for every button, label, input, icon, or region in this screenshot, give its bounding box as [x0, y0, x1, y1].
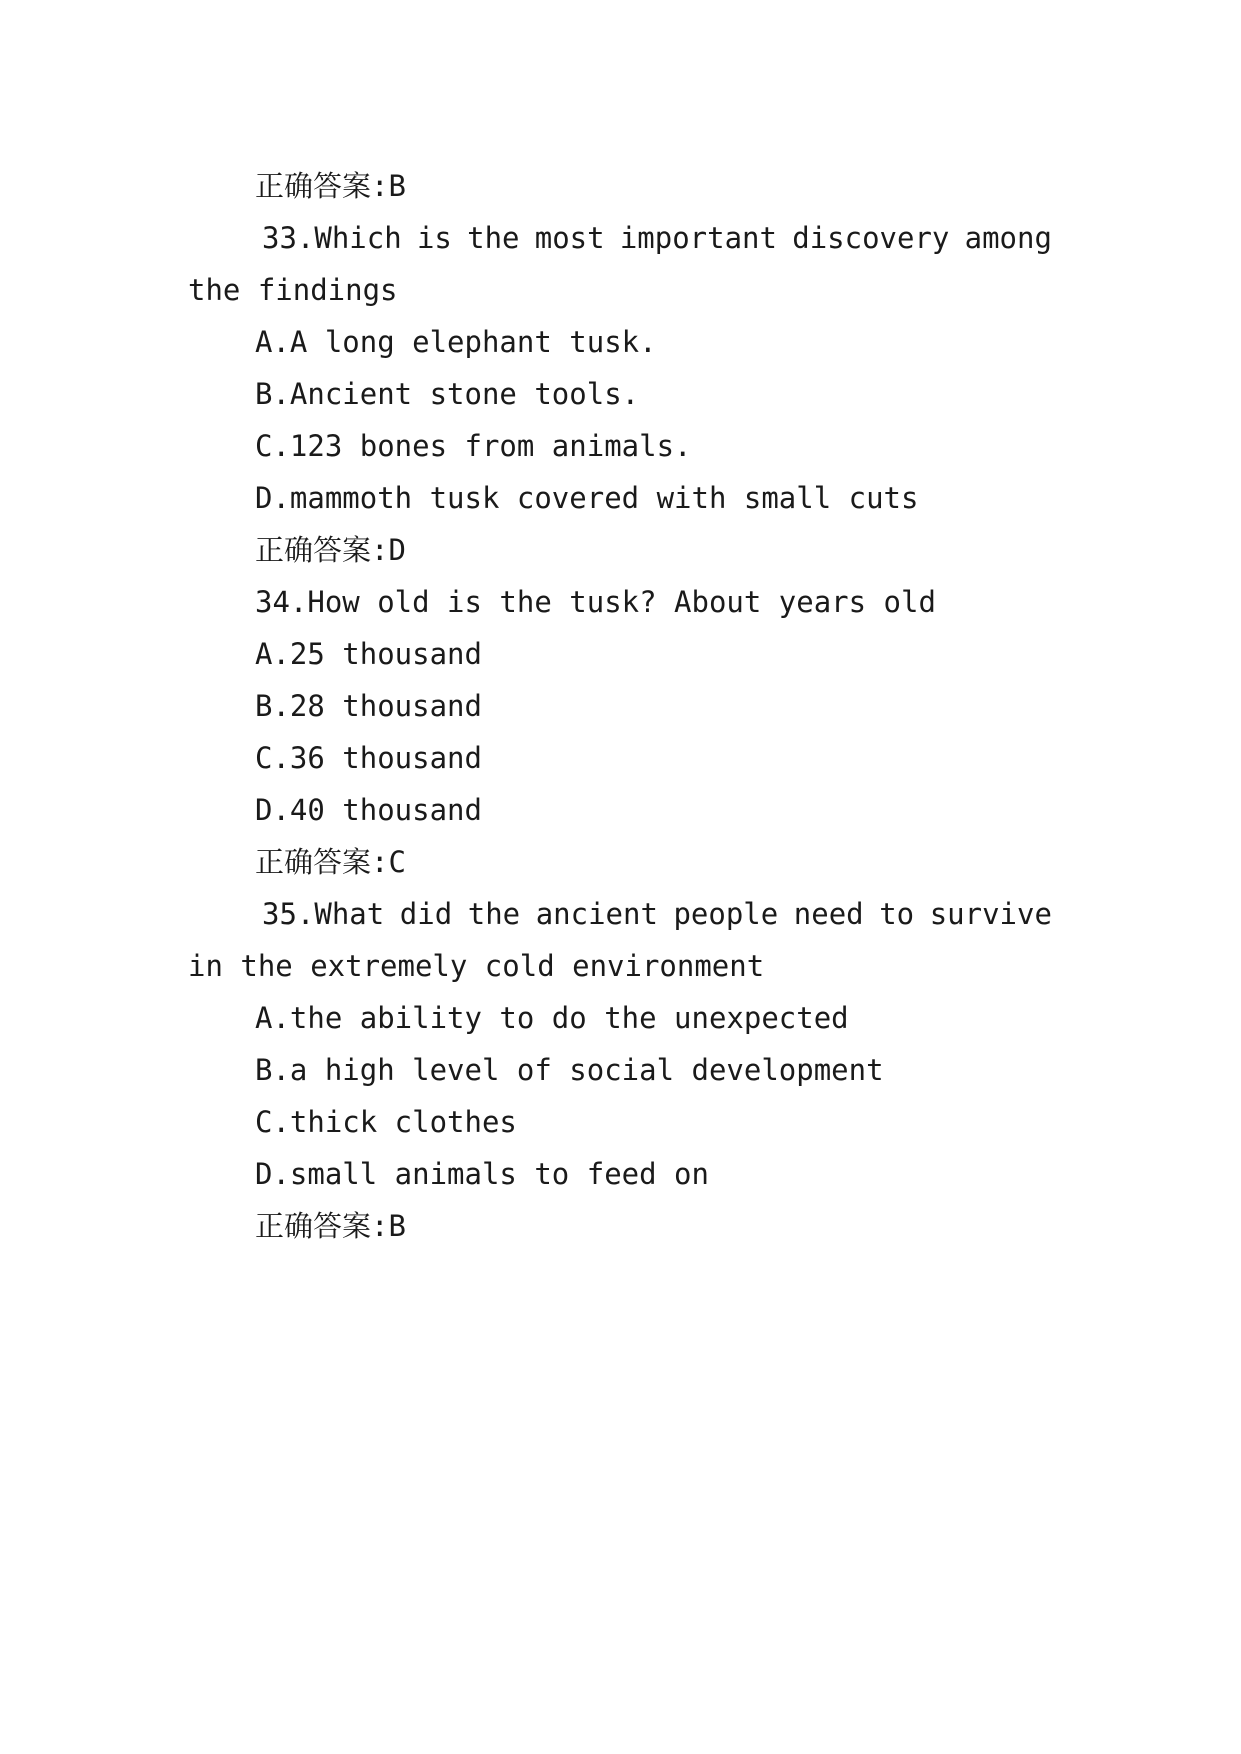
q35-word: ancient	[535, 897, 658, 931]
q35-option-a: A.the ability to do the unexpected	[255, 1001, 849, 1035]
q35-word: to	[879, 897, 915, 931]
q35-option-d: D.small animals to feed on	[255, 1157, 709, 1191]
q35-word: survive	[929, 897, 1052, 931]
q34-option-a: A.25 thousand	[255, 637, 482, 671]
q33-word: 33.Which	[262, 221, 402, 255]
q33-answer: 正确答案:D	[255, 533, 406, 567]
q35-answer: 正确答案:B	[255, 1209, 406, 1243]
q33-word: is	[416, 221, 452, 255]
q35-word: did	[399, 897, 453, 931]
q33-word: among	[964, 221, 1052, 255]
answer-prev: 正确答案:B	[255, 169, 406, 203]
q35-word: people	[673, 897, 779, 931]
q33-word: discovery	[792, 221, 950, 255]
q33-stem-line2: the findings	[188, 273, 398, 307]
q34-option-d: D.40 thousand	[255, 793, 482, 827]
q33-option-d: D.mammoth tusk covered with small cuts	[255, 481, 919, 515]
q35-stem-line2: in the extremely cold environment	[188, 949, 765, 983]
q34-answer: 正确答案:C	[255, 845, 406, 879]
q35-option-c: C.thick clothes	[255, 1105, 517, 1139]
q33-word: the	[467, 221, 520, 255]
q33-option-a: A.A long elephant tusk.	[255, 325, 657, 359]
q35-word: need	[793, 897, 864, 931]
q33-word: most	[534, 221, 605, 255]
q35-stem-line1	[262, 894, 1052, 934]
q35-word: the	[467, 897, 521, 931]
q34-stem: 34.How old is the tusk? About years old	[255, 585, 936, 619]
q33-option-c: C.123 bones from animals.	[255, 429, 692, 463]
q34-option-b: B.28 thousand	[255, 689, 482, 723]
q35-option-b: B.a high level of social development	[255, 1053, 884, 1087]
q33-stem-line1	[262, 218, 1052, 258]
q33-word: important	[619, 221, 777, 255]
q33-option-b: B.Ancient stone tools.	[255, 377, 640, 411]
q34-option-c: C.36 thousand	[255, 741, 482, 775]
q35-word: 35.What	[262, 897, 385, 931]
